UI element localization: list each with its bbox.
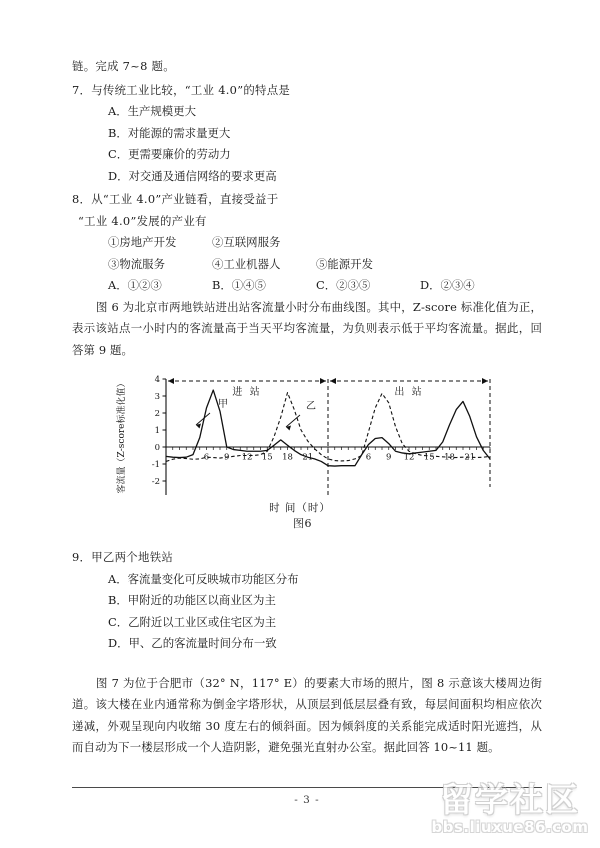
svg-text:乙: 乙 [306,401,316,412]
figure-6-caption: 图6 [293,517,312,530]
svg-text:出 站: 出 站 [394,387,424,398]
question-8-choice-a: A．①②③ [108,278,162,292]
question-8-choice-d: D．②③④ [420,278,475,292]
figure-6-chart [110,373,495,515]
question-8-item-5: ⑤能源开发 [316,256,373,271]
question-8-item-2: ②互联网服务 [212,235,281,249]
question-7-option-c: C．更需要廉价的劳动力 [108,147,231,161]
svg-text:12: 12 [241,452,253,463]
question-7-option-a: A．生产规模更大 [108,104,196,118]
question-8-item-1: ①房地产开发 [108,235,177,249]
question-9-option-b: B．甲附近的功能区以商业区为主 [108,593,276,607]
svg-text:时 间（时）: 时 间（时） [269,502,331,514]
question-8-stem-line-1: 8．从“工业 4.0”产业链看，直接受益于 [72,192,279,206]
figure-7-intro-paragraph: 图 7 为位于合肥市（32° N，117° E）的要素大市场的照片，图 8 示意该大楼周边街道。该大楼在业内通常称为倒金字塔形状，从顶层到低层层叠有致，每层间面积均相应依次递减，外观呈现向内收缩 30 度左右的倾斜面。因为倾斜度的关系能完成适时阳光遮挡，从而自动为下一楼层形成一个人造阴影，避免强光直射办公室。据此回答 10~11 题。 [72,675,542,754]
question-9-stem: 9．甲乙两个地铁站 [72,550,174,564]
svg-text:1: 1 [154,426,160,436]
question-7-option-b: B．对能源的需求量更大 [108,125,231,140]
watermark-main-text: 留学社区 [440,780,580,819]
svg-text:客流量（Z-score标准化值）: 客流量（Z-score标准化值） [117,378,127,494]
question-8-choice-c: C．②③⑤ [316,278,371,292]
svg-text:甲: 甲 [218,399,228,410]
svg-text:18: 18 [282,452,293,463]
question-8-item-4: ④工业机器人 [212,256,281,271]
svg-text:进 站: 进 站 [232,387,262,398]
svg-text:4: 4 [154,375,160,385]
footer-divider [72,787,542,788]
svg-text:15: 15 [423,452,435,463]
svg-text:9: 9 [386,452,392,463]
svg-text:9: 9 [224,452,230,463]
question-8-item-3: ③物流服务 [108,256,165,271]
figure-6-intro-paragraph: 图 6 为北京市两地铁站进出站客流量小时分布曲线图。其中，Z-score 标准化值为正，表示该站点一小时内的客流量高于当天平均客流量，为负则表示低于平均客流量。据此，回答第 9 题。 [72,299,542,357]
question-8-choice-b: B．①④⑤ [212,278,266,292]
figure-6-block [72,373,542,543]
question-8-items-row-2 [72,254,542,276]
watermark-url-text: bbs.liuxue86.com [431,818,589,836]
svg-text:6: 6 [365,452,372,463]
question-7-option-d: D．对交通及通信网络的要求更高 [108,168,277,183]
question-9-option-d: D．甲、乙的客流量时间分布一致 [108,636,277,650]
svg-text:15: 15 [261,452,273,463]
question-9-option-a: A．客流量变化可反映城市功能区分布 [108,571,299,586]
svg-text:2: 2 [154,409,160,419]
svg-text:12: 12 [403,452,415,463]
question-8-items-row-1 [72,232,542,254]
svg-text:6: 6 [203,452,210,463]
question-9-option-c: C．乙附近以工业区或住宅区为主 [108,614,277,629]
intro-line: 链。完成 7~8 题。 [72,59,175,73]
page-number: - 3 - [294,794,320,806]
svg-text:3: 3 [154,392,160,402]
question-8-choices [72,275,542,297]
page-footer [72,787,542,806]
svg-text:-2: -2 [151,477,160,487]
question-7-stem: 7．与传统工业比较，“工业 4.0”的特点是 [72,82,291,97]
svg-text:-1: -1 [151,460,160,470]
question-8-stem-line-2: “工业 4.0”发展的产业有 [78,213,207,228]
svg-text:21: 21 [464,452,476,463]
svg-text:0: 0 [154,443,160,453]
svg-text:18: 18 [444,452,455,463]
passenger-flow-line-chart [110,373,495,515]
svg-text:21: 21 [302,452,314,463]
